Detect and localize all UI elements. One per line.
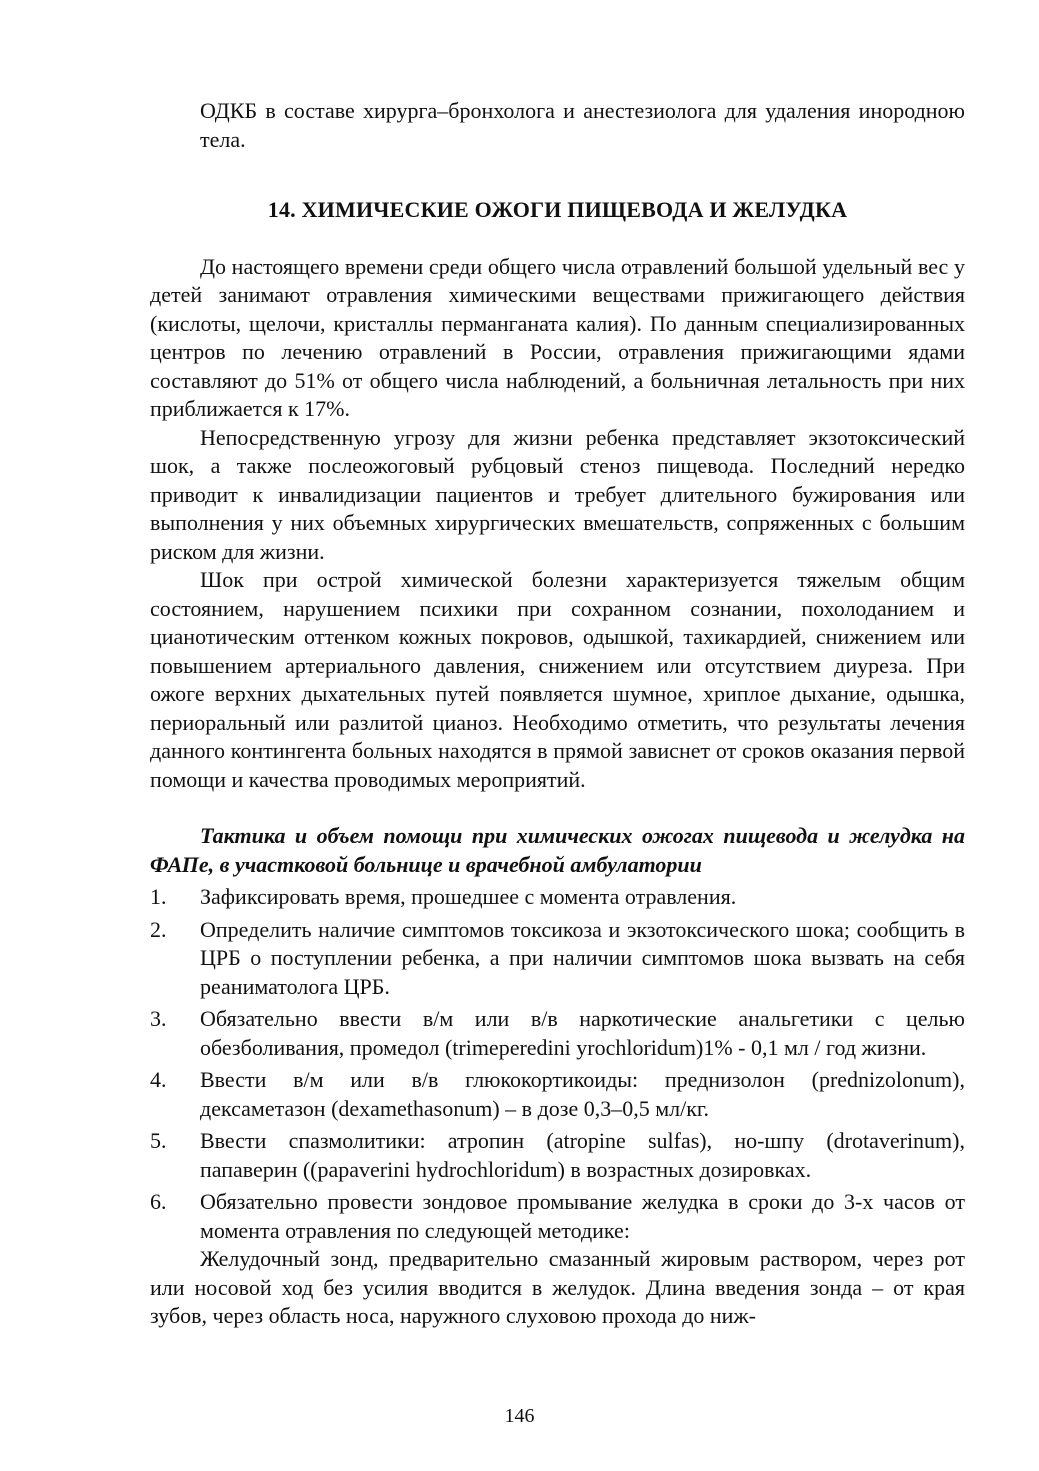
list-item-number: 3.	[150, 1006, 167, 1031]
page-number: 146	[504, 1405, 535, 1427]
list-item-text: Ввести спазмолитики: атропин (atropine sulfas), но-шпу (drotaverinum), папаверин ((papaverini hydrochloridum) в возрастных дозировках.	[200, 1128, 965, 1182]
list-item-text: Обязательно ввести в/м или в/в наркотические анальгетики с целью обезболивания, промедол (trimeperedini yrochloridum)1% - 0,1 мл / год жизни.	[200, 1006, 965, 1060]
list-item-text: Обязательно провести зондовое промывание желудка в сроки до 3-х часов от момента отравления по следующей методике:	[200, 1189, 965, 1243]
list-item-text: Зафиксировать время, прошедшее с момента отравления.	[200, 884, 737, 909]
list-item	[150, 1127, 965, 1184]
list-item	[150, 916, 965, 1002]
list-item	[150, 1005, 965, 1062]
procedure-paragraph: Желудочный зонд, предварительно смазанный жировым раствором, через рот или носовой ход без усилия вводится в желудок. Длина введения зонда – от края зубов, через область носа, наружного слуховою прохода до ниж-	[150, 1246, 965, 1328]
list-item-number: 6.	[150, 1189, 167, 1214]
list-item-number: 5.	[150, 1128, 167, 1153]
body-paragraph-2: Непосредственную угрозу для жизни ребенка представляет экзотоксический шок, а также послеожоговый рубцовый стеноз пищевода. Последний нередко приводит к инвалидизации пациентов и требует длительного бужирования или выполнения у них объемных хирургических вмешательств, сопряженных с большим риском для жизни.	[150, 424, 965, 564]
page-body	[150, 97, 965, 1331]
list-item-number: 4.	[150, 1067, 167, 1092]
body-paragraph-3: Шок при острой химической болезни характеризуется тяжелым общим состоянием, нарушением психики при сохранном сознании, похолоданием и цианотическим оттенком кожных покровов, одышкой, тахикардией, снижением или повышением артериального давления, снижением или отсутствием диуреза. При ожоге верхних дыхательных путей появляется шумное, хриплое дыхание, одышка, периоральный или разлитой цианоз. Необходимо отметить, что результаты лечения данного контингента больных находятся в прямой зависнет от сроков оказания первой помощи и качества проводимых мероприятий.	[150, 567, 965, 792]
list-item	[150, 883, 965, 912]
list-item-text: Ввести в/м или в/в глюкокортикоиды: преднизолон (prednizolonum), дексаметазон (dexamethasonum) – в дозе 0,3–0,5 мл/кг.	[200, 1067, 965, 1121]
tactics-heading: Тактика и объем помощи при химических ожогах пищевода и желудка на ФАПе, в участковой больнице и врачебной амбулатории	[150, 823, 965, 877]
list-item-number: 2.	[150, 916, 167, 942]
list-item	[150, 1066, 965, 1123]
list-item-number: 1.	[150, 884, 167, 909]
list-item	[150, 1188, 965, 1245]
body-paragraph-1: До настоящего времени среди общего числа отравлений большой удельный вес у детей занимают отравления химическими веществами прижигающего действия (кислоты, щелочи, кристаллы перманганата калия). По данным специализированных центров по лечению отравлений в России, отравления прижигающими ядами составляют до 51% от общего числа наблюдений, а больничная летальность при них приближается к 17%.	[150, 253, 965, 421]
intro-paragraph: ОДКБ в составе хирурга–бронхолога и анестезиолога для удаления инородною тела.	[200, 98, 965, 152]
steps-list	[150, 883, 965, 1245]
list-item-text: Определить наличие симптомов токсикоза и экзотоксического шока; сообщить в ЦРБ о поступлении ребенка, а при наличии симптомов шока вызвать на себя реаниматолога ЦРБ.	[200, 916, 965, 999]
section-title: 14. ХИМИЧЕСКИЕ ОЖОГИ ПИЩЕВОДА И ЖЕЛУДКА	[267, 197, 848, 222]
